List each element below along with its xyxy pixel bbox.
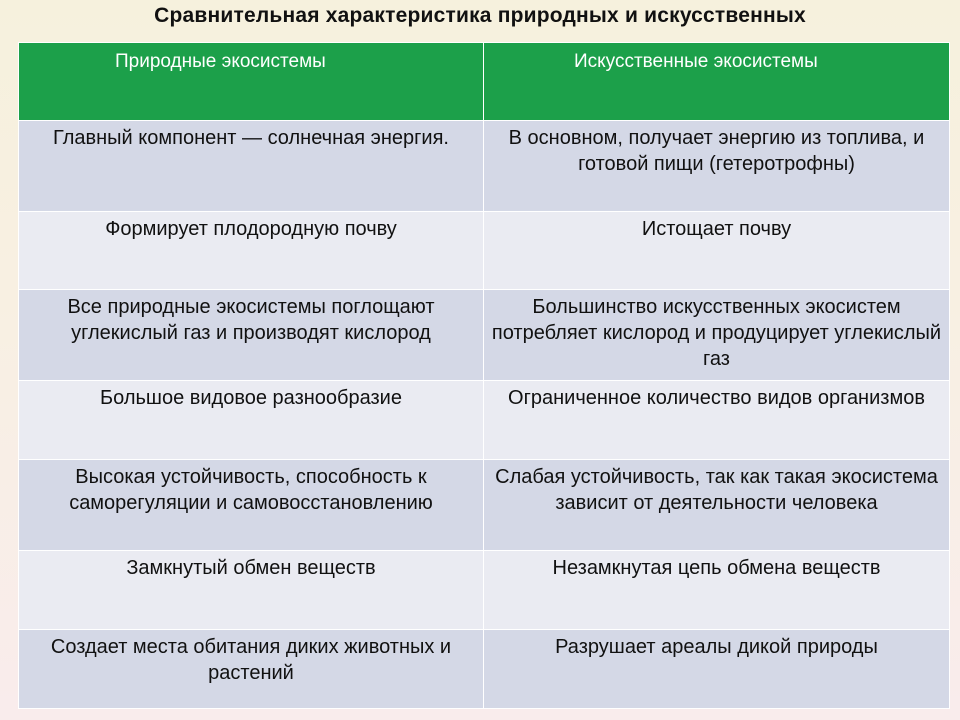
table-cell-natural: Главный компонент — солнечная энергия.	[19, 121, 484, 212]
table-cell-natural: Создает места обитания диких животных и растений	[19, 630, 484, 709]
table-row	[19, 551, 950, 630]
table-row	[19, 212, 950, 290]
table-cell-natural: Высокая устойчивость, способность к саморегуляции и самовосстановлению	[19, 460, 484, 551]
table-cell-natural: Все природные экосистемы поглощают углекислый газ и производят кислород	[19, 290, 484, 381]
table-cell-artificial: Истощает почву	[484, 212, 950, 290]
table-cell-natural: Большое видовое разнообразие	[19, 381, 484, 460]
table-cell-artificial: Незамкнутая цепь обмена веществ	[484, 551, 950, 630]
table-cell-artificial: Большинство искусственных экосистем потребляет кислород и продуцирует углекислый газ	[484, 290, 950, 381]
table-row	[19, 121, 950, 212]
table-row	[19, 630, 950, 709]
table-row	[19, 290, 950, 381]
table-cell-artificial: Слабая устойчивость, так как такая экосистема зависит от деятельности человека	[484, 460, 950, 551]
table-cell-natural: Замкнутый обмен веществ	[19, 551, 484, 630]
table-cell-natural: Формирует плодородную почву	[19, 212, 484, 290]
page-title: Сравнительная характеристика природных и искусственных	[154, 4, 806, 27]
header-natural-ecosystems: Природные экосистемы	[19, 43, 484, 121]
table-cell-artificial: Ограниченное количество видов организмов	[484, 381, 950, 460]
table-row	[19, 460, 950, 551]
table-header-row	[19, 43, 950, 121]
comparison-table	[18, 42, 950, 709]
table-cell-artificial: В основном, получает энергию из топлива, и готовой пищи (гетеротрофны)	[484, 121, 950, 212]
table-cell-artificial: Разрушает ареалы дикой природы	[484, 630, 950, 709]
header-artificial-ecosystems: Искусственные экосистемы	[484, 43, 950, 121]
table-row	[19, 381, 950, 460]
